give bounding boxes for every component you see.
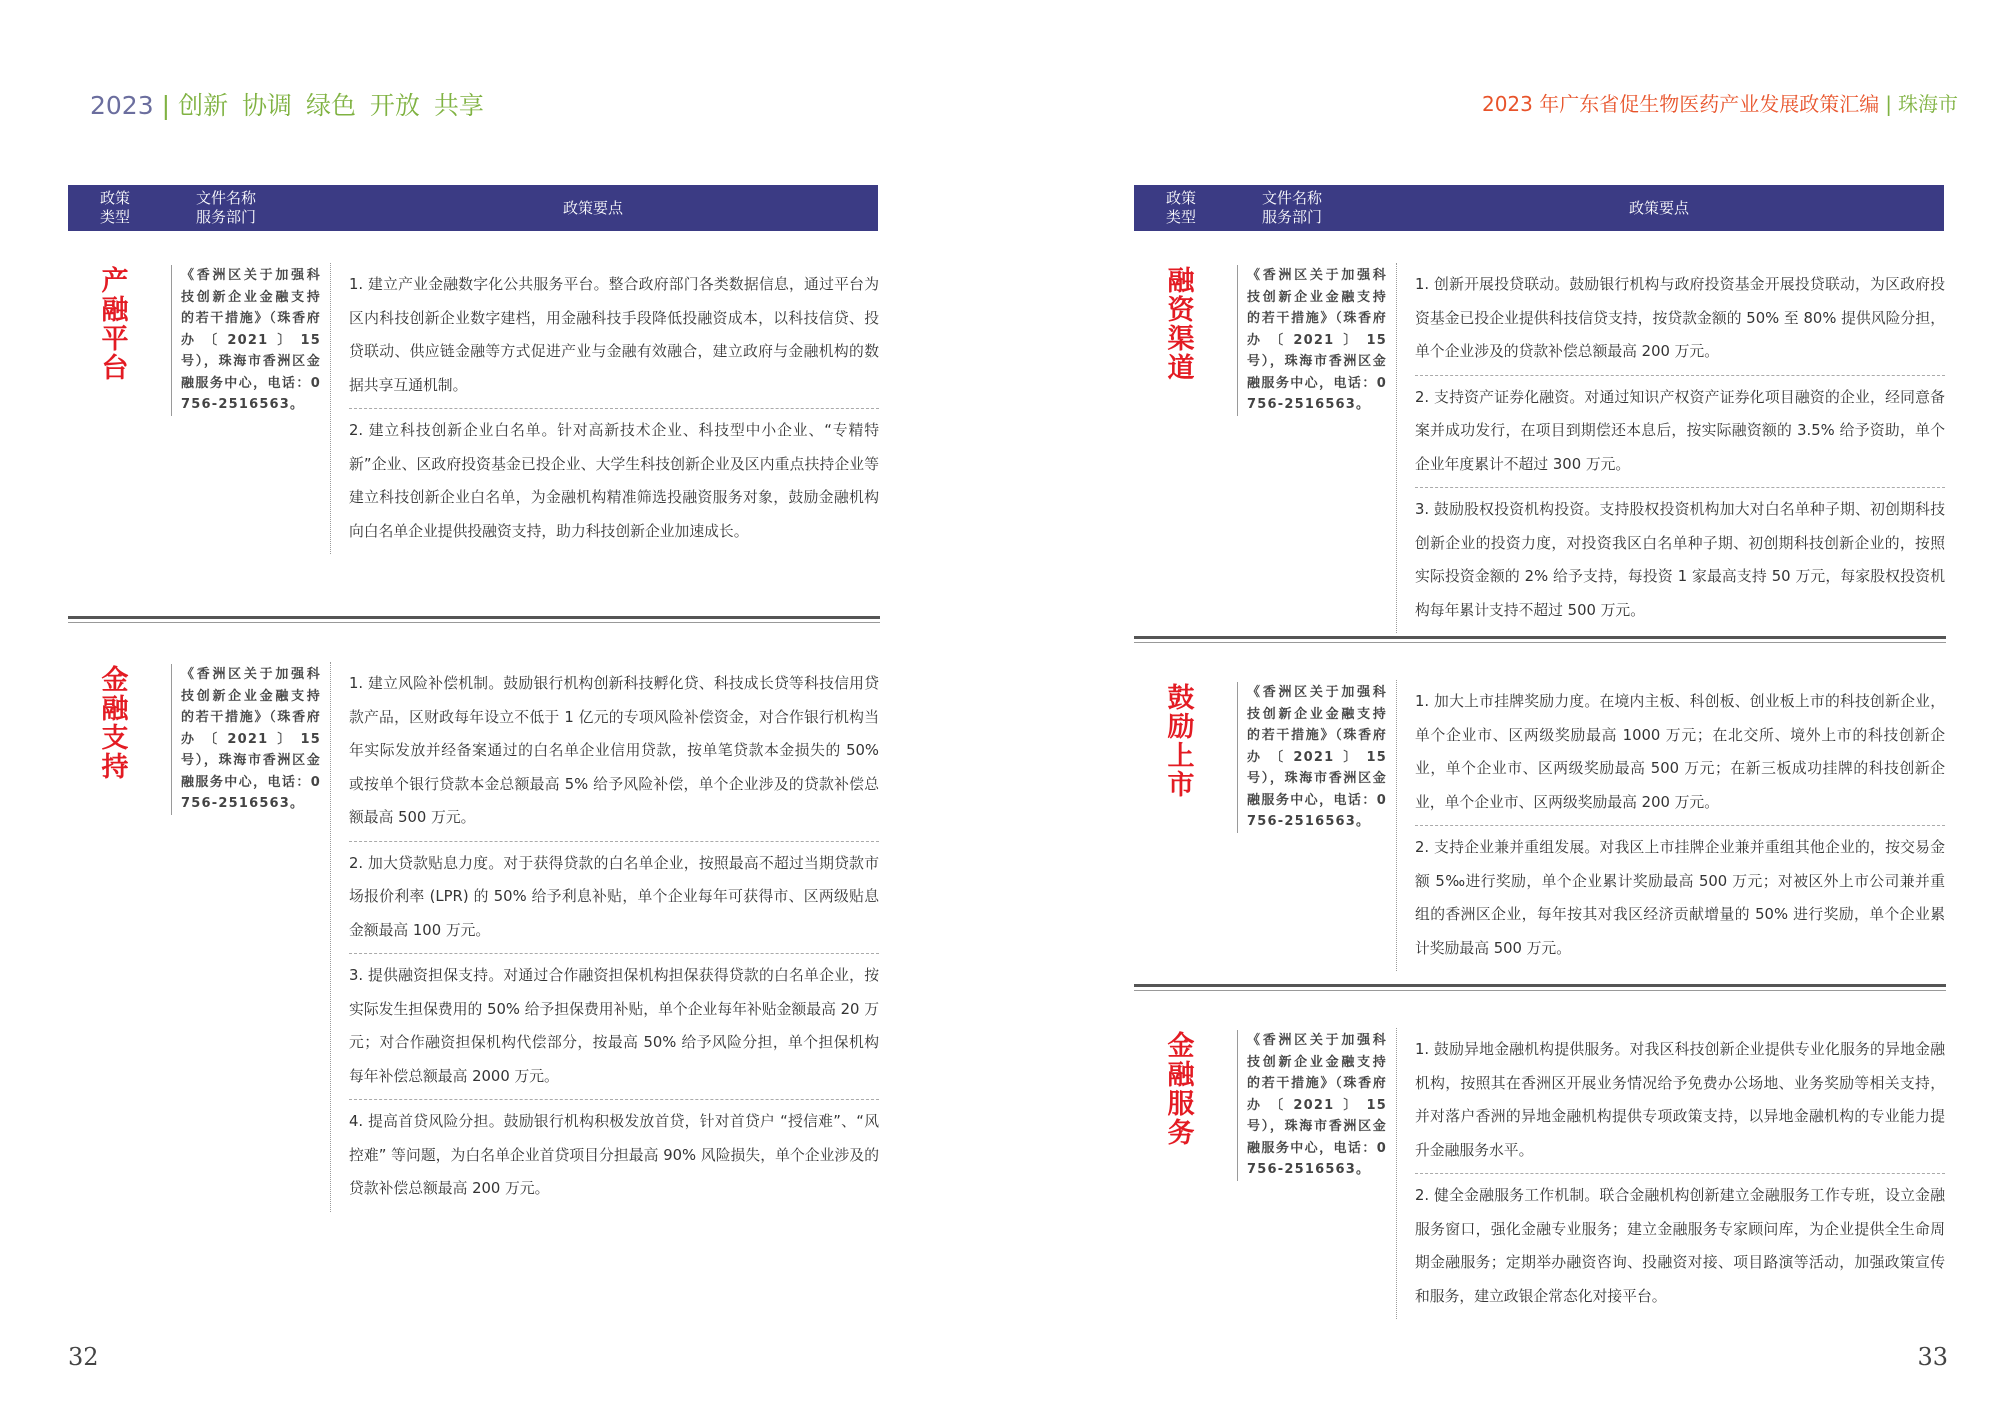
section-divider xyxy=(1134,636,1946,639)
policy-point: 3. 鼓励股权投资机构投资。支持股权投资机构加大对白名单种子期、初创期科技创新企业的投资力度，对投资我区白名单种子期、初创期科技创新企业的，按照实际投资金额的 2% 给予支持，每投资 1 家最高支持 50 万元，每家股权投资机构每年累计支持不超过 500 万元。 xyxy=(1415,487,1945,633)
section-divider xyxy=(1134,984,1946,987)
policy-document: 《香洲区关于加强科技创新企业金融支持的若干措施》（珠香府办〔2021〕15 号），珠海市香洲区金融服务中心，电话：0756-2516563。 xyxy=(1237,1030,1387,1181)
policy-point: 1. 鼓励异地金融机构提供服务。对我区科技创新企业提供专业化服务的异地金融机构，按照其在香洲区开展业务情况给予免费办公场地、业务奖励等相关支持，并对落户香洲的异地金融机构提供专项政策支持，以异地金融机构的专业能力提升金融服务水平。 xyxy=(1415,1041,1945,1159)
policy-document: 《香洲区关于加强科技创新企业金融支持的若干措施》（珠香府办〔2021〕15 号），珠海市香洲区金融服务中心，电话：0756-2516563。 xyxy=(1237,682,1387,833)
policy-point: 2. 加大贷款贴息力度。对于获得贷款的白名单企业，按照最高不超过当期贷款市场报价利率 (LPR) 的 50% 给予利息补贴，单个企业每年可获得市、区两级贴息金额最高 100 万元。 xyxy=(349,841,879,954)
policy-type-title: 融 资 渠 道 xyxy=(1167,266,1195,384)
col-policy-type: 政策 类型 xyxy=(1165,189,1196,226)
policy-point: 1. 建立产业金融数字化公共服务平台。整合政府部门各类数据信息，通过平台为区内科技创新企业数字建档，用金融科技手段降低投融资成本，以科技信贷、投贷联动、供应链金融等方式促进产业与金融有效融合，建立政府与金融机构的数据共享互通机制。 xyxy=(349,276,879,394)
policy-point: 2. 支持资产证券化融资。对通过知识产权资产证券化项目融资的企业，经同意备案并成功发行，在项目到期偿还本息后，按实际融资额的 3.5% 给予资助，单个企业年度累计不超过 300 万元。 xyxy=(1415,375,1945,488)
col-doc-name: 文件名称 服务部门 xyxy=(196,189,257,226)
col-key-points: 政策要点 xyxy=(1628,198,1689,217)
policy-points xyxy=(1396,680,1945,971)
page-number: 33 xyxy=(1917,1343,1948,1371)
policy-point: 2. 健全金融服务工作机制。联合金融机构创新建立金融服务工作专班，设立金融服务窗口，强化金融专业服务；建立金融服务专家顾问库，为企业提供全生命周期金融服务；定期举办融资咨询、投融资对接、项目路演等活动，加强政策宣传和服务，建立政银企常态化对接平台。 xyxy=(1415,1173,1945,1319)
policy-type-title: 金 融 服 务 xyxy=(1167,1031,1195,1149)
policy-document: 《香洲区关于加强科技创新企业金融支持的若干措施》（珠香府办〔2021〕15 号），珠海市香洲区金融服务中心，电话：0756-2516563。 xyxy=(171,664,321,815)
policy-point: 1. 加大上市挂牌奖励力度。在境内主板、科创板、创业板上市的科技创新企业，单个企业市、区两级奖励最高 1000 万元；在北交所、境外上市的科技创新企业，单个企业市、区两级奖励最高 500 万元；在新三板成功挂牌的科技创新企业，单个企业市、区两级奖励最高 200 万元。 xyxy=(1415,693,1945,811)
policy-type-title: 鼓 励 上 市 xyxy=(1167,683,1195,801)
header-separator: | xyxy=(1885,92,1892,116)
policy-point: 2. 支持企业兼并重组发展。对我区上市挂牌企业兼并重组其他企业的，按交易金额 5‰进行奖励，单个企业累计奖励最高 500 万元；对被区外上市公司兼并重组的香洲区企业，每年按其对我区经济贡献增量的 50% 进行奖励，单个企业累计奖励最高 500 万元。 xyxy=(1415,825,1945,971)
policy-point: 2. 建立科技创新企业白名单。针对高新技术企业、科技型中小企业、“专精特新”企业、区政府投资基金已投企业、大学生科技创新企业及区内重点扶持企业等建立科技创新企业白名单，为金融机构精准筛选投融资服务对象，鼓励金融机构向白名单企业提供投融资支持，助力科技创新企业加速成长。 xyxy=(349,408,879,554)
policy-point: 3. 提供融资担保支持。对通过合作融资担保机构担保获得贷款的白名单企业，按实际发生担保费用的 50% 给予担保费用补贴，单个企业每年补贴金额最高 20 万元；对合作融资担保机构代偿部分，按最高 50% 给予风险分担，单个担保机构每年补偿总额最高 2000 万元。 xyxy=(349,953,879,1099)
policy-points xyxy=(1396,263,1945,633)
section-divider xyxy=(68,616,880,619)
table-header xyxy=(1134,185,1944,231)
header-city: 珠海市 xyxy=(1898,92,1958,116)
table-header xyxy=(68,185,878,231)
col-doc-name: 文件名称 服务部门 xyxy=(1262,189,1323,226)
policy-document: 《香洲区关于加强科技创新企业金融支持的若干措施》（珠香府办〔2021〕15 号），珠海市香洲区金融服务中心，电话：0756-2516563。 xyxy=(171,265,321,416)
col-key-points: 政策要点 xyxy=(562,198,623,217)
header-title xyxy=(1482,88,1958,117)
right-page xyxy=(1000,0,2000,1419)
header-year: 2023 xyxy=(90,91,154,120)
header-separator: | xyxy=(161,91,171,120)
header-book-title: 2023 年广东省促生物医药产业发展政策汇编 xyxy=(1481,92,1880,116)
policy-type-title: 金 融 支 持 xyxy=(101,665,129,783)
policy-point: 4. 提高首贷风险分担。鼓励银行机构积极发放首贷，针对首贷户 “授信难”、“风控难” 等问题，为白名单企业首贷项目分担最高 90% 风险损失，单个企业涉及的贷款补偿总额最高 200 万元。 xyxy=(349,1099,879,1212)
policy-document: 《香洲区关于加强科技创新企业金融支持的若干措施》（珠香府办〔2021〕15 号），珠海市香洲区金融服务中心，电话：0756-2516563。 xyxy=(1237,265,1387,416)
header-slogan-text: 创新 协调 绿色 开放 共享 xyxy=(178,91,484,120)
policy-point: 1. 建立风险补偿机制。鼓励银行机构创新科技孵化贷、科技成长贷等科技信用贷款产品，区财政每年设立不低于 1 亿元的专项风险补偿资金，对合作银行机构当年实际发放并经备案通过的白名单企业信用贷款，按单笔贷款本金损失的 50% 或按单个银行贷款本金总额最高 5% 给予风险补偿，单个企业涉及的贷款补偿总额最高 500 万元。 xyxy=(349,675,879,826)
header-slogan xyxy=(90,86,484,122)
policy-points xyxy=(330,662,879,1212)
policy-point: 1. 创新开展投贷联动。鼓励银行机构与政府投资基金开展投贷联动，为区政府投资基金已投企业提供科技信贷支持，按贷款金额的 50% 至 80% 提供风险分担，单个企业涉及的贷款补偿总额最高 200 万元。 xyxy=(1415,276,1945,360)
policy-points xyxy=(330,263,879,554)
col-policy-type: 政策 类型 xyxy=(99,189,130,226)
policy-points xyxy=(1396,1028,1945,1319)
policy-type-title: 产 融 平 台 xyxy=(101,266,129,384)
page-number: 32 xyxy=(68,1343,99,1371)
